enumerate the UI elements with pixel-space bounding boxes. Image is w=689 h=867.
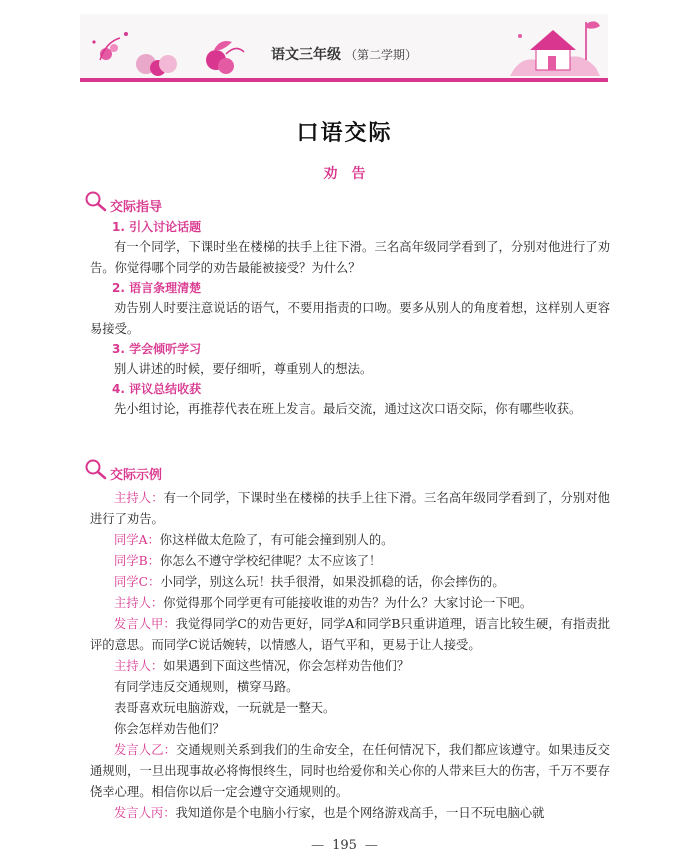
- house-decoration-icon: [500, 16, 608, 78]
- dialogue-line: [90, 551, 610, 572]
- section-heading-text: 交际示例: [110, 468, 163, 483]
- page-number-value: 195: [332, 838, 357, 853]
- page-title: 口语交际: [296, 121, 393, 146]
- dialogue-text: 有同学违反交通规则，横穿马路。: [114, 680, 299, 694]
- speaker-label: 同学B：: [114, 554, 160, 568]
- dialogue-line: [90, 572, 610, 593]
- lesson-subtitle: 劝告: [323, 166, 380, 182]
- dialogue-line: [90, 488, 610, 530]
- guide-item-title: 1. 引入讨论话题: [112, 220, 202, 234]
- guide-content: [90, 218, 610, 420]
- guide-item-title: 4. 评议总结收获: [112, 382, 202, 396]
- dialogue-text: 有一个同学，下课时坐在楼梯的扶手上往下滑。三名高年级同学看到了，分别对他进行了劝告。: [90, 491, 610, 526]
- guide-item-text: 有一个同学，下课时坐在楼梯的扶手上往下滑。三名高年级同学看到了，分别对他进行了劝告。你觉得哪个同学的劝告最能被接受？为什么？: [90, 240, 610, 275]
- dialogue-text: 你怎么不遵守学校纪律呢？太不应该了！: [159, 554, 382, 568]
- guide-item-text: 先小组讨论，再推荐代表在班上发言。最后交流，通过这次口语交际，你有哪些收获。: [114, 402, 582, 416]
- speaker-label: 主持人：: [114, 659, 164, 673]
- speaker-label: 发言人乙：: [114, 743, 177, 757]
- dialogue-text: 你觉得那个同学更有可能接收谁的劝告？为什么？大家讨论一下吧。: [163, 596, 533, 610]
- page-header: [80, 14, 608, 82]
- magnifier-icon: [84, 458, 108, 480]
- example-dialogue: [90, 488, 610, 824]
- magnifier-icon: [84, 190, 108, 212]
- speaker-label: 主持人：: [114, 491, 164, 505]
- dash-decoration: —: [364, 838, 378, 853]
- dialogue-line: [90, 803, 610, 824]
- dialogue-text: 我觉得同学C的劝告更好，同学A和同学B只重讲道理，语言比较生硬，有指责批评的意思。而同学C说话婉转，以情感人，语气平和，更易于让人接受。: [90, 617, 610, 652]
- guide-item-title: 2. 语言条理清楚: [112, 281, 202, 295]
- page-number: [0, 838, 689, 853]
- dialogue-line: [90, 719, 610, 740]
- dialogue-line: [90, 530, 610, 551]
- speaker-label: 同学C：: [114, 575, 161, 589]
- dialogue-text: 你这样做太危险了，有可能会撞到别人的。: [159, 533, 394, 547]
- dash-decoration: —: [311, 838, 325, 853]
- speaker-label: 同学A：: [114, 533, 160, 547]
- dialogue-line: [90, 614, 610, 656]
- speaker-label: 发言人甲：: [114, 617, 176, 631]
- speaker-label: 发言人丙：: [114, 806, 176, 820]
- dialogue-line: [90, 740, 610, 803]
- dialogue-line: [90, 698, 610, 719]
- guide-item-title: 3. 学会倾听学习: [112, 342, 202, 356]
- guide-item-text: 劝告别人时要注意说话的语气，不要用指责的口吻。要多从别人的角度着想，这样别人更容易接受。: [90, 301, 610, 336]
- dialogue-text: 我知道你是个电脑小行家，也是个网络游戏高手，一日不玩电脑心就: [175, 806, 545, 820]
- dialogue-line: [90, 656, 610, 677]
- dialogue-line: [90, 593, 610, 614]
- dialogue-text: 交通规则关系到我们的生命安全，在任何情况下，我们都应该遵守。如果违反交通规则，一旦出现事故必将悔恨终生，同时也给爱你和关心你的人带来巨大的伤害，千万不要存侥幸心理。相信你以后一定会遵守交通规则的。: [90, 743, 610, 799]
- book-title: 语文三年级: [270, 47, 341, 63]
- section-heading-text: 交际指导: [110, 200, 163, 215]
- dialogue-text: 表哥喜欢玩电脑游戏，一玩就是一整天。: [114, 701, 336, 715]
- semester-label: （第二学期）: [344, 48, 417, 62]
- speaker-label: 主持人：: [114, 596, 164, 610]
- dialogue-text: 你会怎样劝告他们？: [114, 722, 225, 736]
- guide-item-text: 别人讲述的时候，要仔细听，尊重别人的想法。: [114, 362, 373, 376]
- dialogue-text: 小同学，别这么玩！扶手很滑，如果没抓稳的话，你会摔伤的。: [160, 575, 505, 589]
- dialogue-text: 如果遇到下面这些情况，你会怎样劝告他们？: [163, 659, 410, 673]
- dialogue-line: [90, 677, 610, 698]
